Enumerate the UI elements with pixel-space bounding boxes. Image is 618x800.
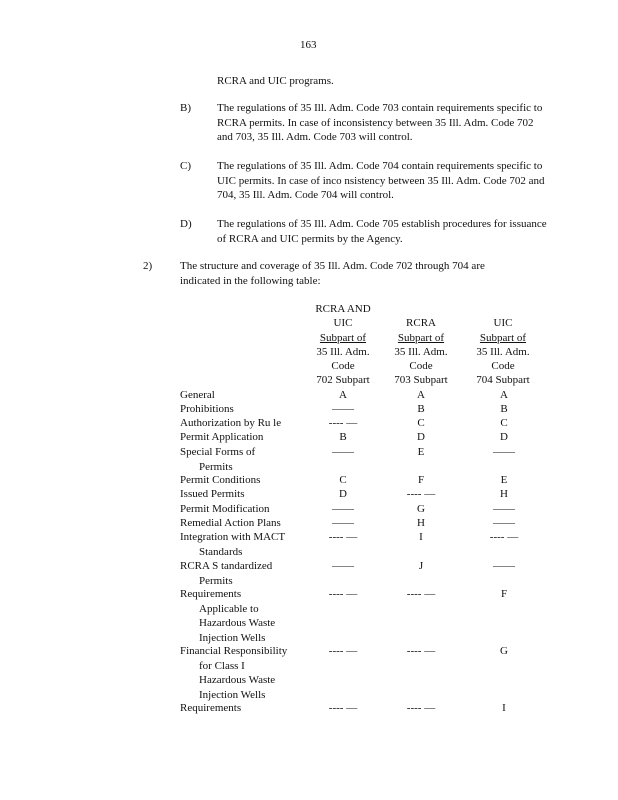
row-label-continued: Standards xyxy=(199,545,243,558)
cell-704: E xyxy=(500,474,508,486)
cell-702: ---- — xyxy=(328,588,358,600)
header-line: Code xyxy=(409,360,433,372)
cell-703: ---- — xyxy=(406,645,436,657)
section-marker: 2) xyxy=(143,260,153,272)
cell-704: I xyxy=(502,702,506,714)
cell-702: —— xyxy=(332,446,354,458)
header-line: Code xyxy=(491,360,515,372)
header-line: 35 Ill. Adm. xyxy=(316,346,370,358)
row-label: Permit Application xyxy=(180,431,264,443)
row-label: Permit Modification xyxy=(180,503,270,515)
row-label-continued: Permits xyxy=(199,574,233,587)
row-label: Permit Conditions xyxy=(180,474,261,486)
cell-704: A xyxy=(500,389,508,401)
cell-702: —— xyxy=(332,560,354,572)
cell-702: ---- — xyxy=(328,702,358,714)
cell-704: ---- — xyxy=(489,531,519,543)
row-label: Special Forms of xyxy=(180,446,256,458)
row-label: Financial Responsibility xyxy=(180,645,288,657)
item-text: The regulations of 35 Ill. Adm. Code 703 contain requirements specific to RCRA permits. In case of inconsistency between 35 Ill. Adm. Code 702 and 703, 35 Ill. Adm. Code 703 will control. xyxy=(217,102,543,143)
cell-703: J xyxy=(418,560,424,572)
header-line: 703 Subpart xyxy=(394,374,448,386)
cell-702: —— xyxy=(332,517,354,529)
cell-704: G xyxy=(500,645,508,657)
row-label: Integration with MACT xyxy=(180,531,286,543)
cell-703: H xyxy=(417,517,425,529)
row-label: Issued Permits xyxy=(180,488,245,500)
row-label-continued: for Class I xyxy=(199,659,245,672)
cell-704: B xyxy=(500,403,508,415)
cell-704: —— xyxy=(493,503,515,515)
header-line: RCRA AND xyxy=(315,303,371,315)
intro-line: RCRA and UIC programs. xyxy=(217,75,334,87)
cell-702: ---- — xyxy=(328,645,358,657)
row-label-continued: Injection Wells xyxy=(199,688,266,701)
cell-703: I xyxy=(419,531,423,543)
row-label: General xyxy=(180,389,215,401)
cell-702: ---- — xyxy=(328,531,358,543)
cell-704: C xyxy=(500,417,508,429)
cell-703: ---- — xyxy=(406,702,436,714)
header-line: Subpart of xyxy=(479,332,527,344)
header-line: Subpart of xyxy=(319,332,367,344)
page-number: 163 xyxy=(300,39,317,51)
row-label-continued: Hazardous Waste xyxy=(199,617,276,629)
item-marker: C) xyxy=(180,160,191,172)
cell-704: —— xyxy=(493,517,515,529)
header-line: Subpart of xyxy=(397,332,445,344)
cell-704: H xyxy=(500,488,508,500)
cell-703: E xyxy=(417,446,425,458)
cell-702: D xyxy=(339,488,347,500)
header-line: UIC xyxy=(333,317,353,329)
header-line: 35 Ill. Adm. xyxy=(394,346,448,358)
cell-704: D xyxy=(500,431,508,443)
header-line: UIC xyxy=(493,317,513,329)
row-label-continued: Applicable to xyxy=(199,602,259,615)
cell-703: C xyxy=(417,417,425,429)
cell-702: A xyxy=(339,389,347,401)
cell-703: A xyxy=(417,389,425,401)
item-marker: B) xyxy=(180,102,191,114)
row-label-continued: Permits xyxy=(199,460,233,473)
cell-703: B xyxy=(417,403,425,415)
cell-703: D xyxy=(417,431,425,443)
cell-702: C xyxy=(339,474,347,486)
header-line: 702 Subpart xyxy=(316,374,370,386)
row-label: Authorization by Ru le xyxy=(180,417,282,429)
cell-702: B xyxy=(339,431,347,443)
header-line: 704 Subpart xyxy=(476,374,530,386)
row-label-continued: Hazardous Waste xyxy=(199,674,276,686)
row-label: RCRA S tandardized xyxy=(180,560,273,572)
row-label: Requirements xyxy=(180,702,242,714)
header-line: RCRA xyxy=(406,317,436,329)
row-label: Prohibitions xyxy=(180,403,234,415)
row-label: Requirements xyxy=(180,588,242,600)
row-label-continued: Injection Wells xyxy=(199,631,266,644)
cell-703: ---- — xyxy=(406,588,436,600)
item-text: The regulations of 35 Ill. Adm. Code 704 contain requirements specific to UIC permits. In case of inco nsistency between 35 Ill. Adm. Code 702 and 704, 35 Ill. Adm. Code 704 will control. xyxy=(217,160,545,201)
section-text: The structure and coverage of 35 Ill. Adm. Code 702 through 704 are indicated in the following table: xyxy=(180,260,485,287)
cell-702: —— xyxy=(332,403,354,415)
cell-703: F xyxy=(417,474,425,486)
header-line: Code xyxy=(331,360,355,372)
cell-702: —— xyxy=(332,503,354,515)
row-label: Remedial Action Plans xyxy=(180,517,281,529)
cell-703: ---- — xyxy=(406,488,436,500)
header-line: 35 Ill. Adm. xyxy=(476,346,530,358)
cell-704: —— xyxy=(493,446,515,458)
cell-703: G xyxy=(417,503,425,515)
cell-704: F xyxy=(500,588,508,600)
item-text: The regulations of 35 Ill. Adm. Code 705 establish procedures for issuance of RCRA and UIC permits by the Agency. xyxy=(217,218,547,245)
cell-704: —— xyxy=(493,560,515,572)
item-marker: D) xyxy=(180,218,192,230)
cell-702: ---- — xyxy=(328,417,358,429)
